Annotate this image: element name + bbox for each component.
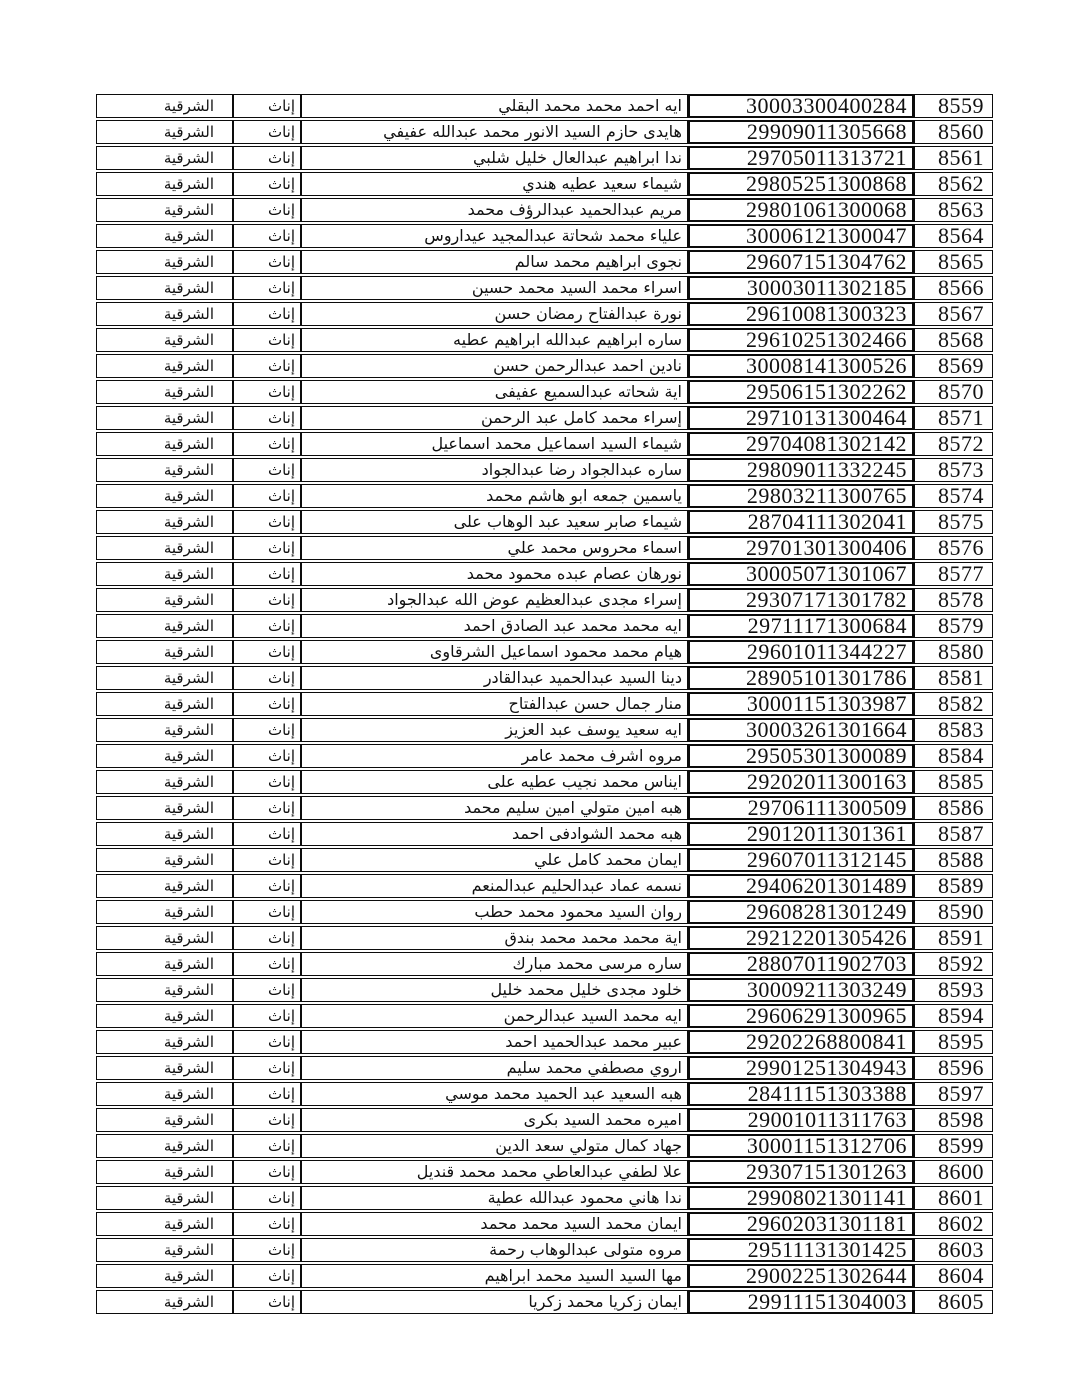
table-row: [96, 770, 993, 794]
national-id-cell: 29607151304762: [688, 250, 914, 274]
gender-cell: إناث: [233, 796, 301, 820]
name-cell: جهاد كمال متولي سعد الدين: [301, 1134, 688, 1158]
serial-cell: 8603: [914, 1238, 993, 1262]
governorate-cell: الشرقية: [96, 302, 233, 326]
national-id-cell: 29911151304003: [688, 1290, 914, 1314]
gender-cell: إناث: [233, 120, 301, 144]
governorate-cell: الشرقية: [96, 250, 233, 274]
table-row: [96, 744, 993, 768]
serial-cell: 8577: [914, 562, 993, 586]
governorate-cell: الشرقية: [96, 614, 233, 638]
serial-cell: 8592: [914, 952, 993, 976]
table-row: [96, 926, 993, 950]
national-id-cell: 28807011902703: [688, 952, 914, 976]
gender-cell: إناث: [233, 1056, 301, 1080]
name-cell: نورهان عصام عبده محمود محمد: [301, 562, 688, 586]
gender-cell: إناث: [233, 822, 301, 846]
governorate-cell: الشرقية: [96, 1264, 233, 1288]
serial-cell: 8569: [914, 354, 993, 378]
serial-cell: 8560: [914, 120, 993, 144]
national-id-cell: 29307151301263: [688, 1160, 914, 1184]
national-id-cell: 29001011311763: [688, 1108, 914, 1132]
national-id-cell: 29805251300868: [688, 172, 914, 196]
national-id-cell: 29801061300068: [688, 198, 914, 222]
gender-cell: إناث: [233, 562, 301, 586]
name-cell: ايه سعيد يوسف عبد العزيز: [301, 718, 688, 742]
name-cell: دينا السيد عبدالحميد عبدالقادر: [301, 666, 688, 690]
name-cell: ايمان محمد السيد محمد محمد: [301, 1212, 688, 1236]
governorate-cell: الشرقية: [96, 380, 233, 404]
governorate-cell: الشرقية: [96, 822, 233, 846]
table-row: [96, 1108, 993, 1132]
serial-cell: 8589: [914, 874, 993, 898]
governorate-cell: الشرقية: [96, 406, 233, 430]
governorate-cell: الشرقية: [96, 1238, 233, 1262]
table-row: [96, 614, 993, 638]
name-cell: إسراء محمد كامل عبد الرحمن: [301, 406, 688, 430]
name-cell: اروي مصطفي محمد سليم: [301, 1056, 688, 1080]
serial-cell: 8565: [914, 250, 993, 274]
governorate-cell: الشرقية: [96, 1290, 233, 1314]
table-row: [96, 406, 993, 430]
serial-cell: 8600: [914, 1160, 993, 1184]
roster-table-body: [96, 94, 993, 1314]
table-row: [96, 1186, 993, 1210]
governorate-cell: الشرقية: [96, 432, 233, 456]
serial-cell: 8598: [914, 1108, 993, 1132]
national-id-cell: 29511131301425: [688, 1238, 914, 1262]
name-cell: اميره محمد السيد بكرى: [301, 1108, 688, 1132]
gender-cell: إناث: [233, 614, 301, 638]
name-cell: ايه احمد محمد محمد البقلي: [301, 94, 688, 118]
name-cell: نادين احمد عبدالرحمن حسن: [301, 354, 688, 378]
serial-cell: 8573: [914, 458, 993, 482]
governorate-cell: الشرقية: [96, 1082, 233, 1106]
serial-cell: 8564: [914, 224, 993, 248]
governorate-cell: الشرقية: [96, 666, 233, 690]
name-cell: عبير محمد عبدالحميد احمد: [301, 1030, 688, 1054]
serial-cell: 8570: [914, 380, 993, 404]
gender-cell: إناث: [233, 926, 301, 950]
serial-cell: 8575: [914, 510, 993, 534]
table-row: [96, 432, 993, 456]
table-row: [96, 1056, 993, 1080]
name-cell: خلود مجدى خليل محمد خليل: [301, 978, 688, 1002]
national-id-cell: 29809011332245: [688, 458, 914, 482]
gender-cell: إناث: [233, 666, 301, 690]
name-cell: ايمان زكريا محمد زكريا: [301, 1290, 688, 1314]
governorate-cell: الشرقية: [96, 94, 233, 118]
gender-cell: إناث: [233, 1186, 301, 1210]
national-id-cell: 30001151303987: [688, 692, 914, 716]
gender-cell: إناث: [233, 1290, 301, 1314]
national-id-cell: 29610251302466: [688, 328, 914, 352]
table-row: [96, 640, 993, 664]
national-id-cell: 28411151303388: [688, 1082, 914, 1106]
table-row: [96, 302, 993, 326]
name-cell: ياسمين جمعه ابو هاشم محمد: [301, 484, 688, 508]
serial-cell: 8596: [914, 1056, 993, 1080]
gender-cell: إناث: [233, 1030, 301, 1054]
table-row: [96, 1134, 993, 1158]
name-cell: ساره مرسى محمد مبارك: [301, 952, 688, 976]
national-id-cell: 29608281301249: [688, 900, 914, 924]
table-row: [96, 588, 993, 612]
name-cell: مروه متولى عبدالوهاب رحمة: [301, 1238, 688, 1262]
national-id-cell: 29202268800841: [688, 1030, 914, 1054]
serial-cell: 8590: [914, 900, 993, 924]
serial-cell: 8601: [914, 1186, 993, 1210]
serial-cell: 8581: [914, 666, 993, 690]
name-cell: هبه السعيد عبد الحميد محمد موسي: [301, 1082, 688, 1106]
governorate-cell: الشرقية: [96, 978, 233, 1002]
gender-cell: إناث: [233, 354, 301, 378]
serial-cell: 8578: [914, 588, 993, 612]
national-id-cell: 29601011344227: [688, 640, 914, 664]
serial-cell: 8585: [914, 770, 993, 794]
governorate-cell: الشرقية: [96, 900, 233, 924]
serial-cell: 8595: [914, 1030, 993, 1054]
governorate-cell: الشرقية: [96, 770, 233, 794]
governorate-cell: الشرقية: [96, 1186, 233, 1210]
name-cell: مريم عبدالحميد عبدالرؤف محمد: [301, 198, 688, 222]
gender-cell: إناث: [233, 1082, 301, 1106]
governorate-cell: الشرقية: [96, 692, 233, 716]
serial-cell: 8583: [914, 718, 993, 742]
table-row: [96, 1264, 993, 1288]
gender-cell: إناث: [233, 250, 301, 274]
gender-cell: إناث: [233, 484, 301, 508]
serial-cell: 8591: [914, 926, 993, 950]
national-id-cell: 29002251302644: [688, 1264, 914, 1288]
name-cell: ايمان محمد كامل علي: [301, 848, 688, 872]
table-row: [96, 848, 993, 872]
name-cell: ايناس محمد نجيب عطيه على: [301, 770, 688, 794]
gender-cell: إناث: [233, 406, 301, 430]
table-row: [96, 536, 993, 560]
table-row: [96, 198, 993, 222]
governorate-cell: الشرقية: [96, 276, 233, 300]
name-cell: اية شحاته عبدالسميع عفيفى: [301, 380, 688, 404]
serial-cell: 8562: [914, 172, 993, 196]
governorate-cell: الشرقية: [96, 588, 233, 612]
national-id-cell: 29705011313721: [688, 146, 914, 170]
national-id-cell: 29602031301181: [688, 1212, 914, 1236]
governorate-cell: الشرقية: [96, 484, 233, 508]
national-id-cell: 29307171301782: [688, 588, 914, 612]
serial-cell: 8604: [914, 1264, 993, 1288]
table-row: [96, 328, 993, 352]
governorate-cell: الشرقية: [96, 1056, 233, 1080]
gender-cell: إناث: [233, 458, 301, 482]
governorate-cell: الشرقية: [96, 1134, 233, 1158]
gender-cell: إناث: [233, 328, 301, 352]
serial-cell: 8561: [914, 146, 993, 170]
governorate-cell: الشرقية: [96, 198, 233, 222]
governorate-cell: الشرقية: [96, 510, 233, 534]
national-id-cell: 29505301300089: [688, 744, 914, 768]
serial-cell: 8572: [914, 432, 993, 456]
table-row: [96, 224, 993, 248]
name-cell: اسراء محمد السيد محمد حسين: [301, 276, 688, 300]
governorate-cell: الشرقية: [96, 1160, 233, 1184]
table-row: [96, 146, 993, 170]
name-cell: مها السيد السيد محمد ابراهيم: [301, 1264, 688, 1288]
gender-cell: إناث: [233, 874, 301, 898]
national-id-cell: 29704081302142: [688, 432, 914, 456]
name-cell: اية محمد محمد محمد بندق: [301, 926, 688, 950]
table-row: [96, 718, 993, 742]
table-row: [96, 692, 993, 716]
gender-cell: إناث: [233, 718, 301, 742]
gender-cell: إناث: [233, 900, 301, 924]
gender-cell: إناث: [233, 1004, 301, 1028]
table-row: [96, 458, 993, 482]
table-row: [96, 666, 993, 690]
table-row: [96, 822, 993, 846]
gender-cell: إناث: [233, 94, 301, 118]
table-row: [96, 94, 993, 118]
name-cell: هايدى حازم السيد الانور محمد عبدالله عفيفي: [301, 120, 688, 144]
governorate-cell: الشرقية: [96, 926, 233, 950]
gender-cell: إناث: [233, 1134, 301, 1158]
name-cell: ايه محمد السيد عبدالرحمن: [301, 1004, 688, 1028]
governorate-cell: الشرقية: [96, 640, 233, 664]
table-row: [96, 952, 993, 976]
serial-cell: 8587: [914, 822, 993, 846]
name-cell: منار جمال حسن عبدالفتاح: [301, 692, 688, 716]
gender-cell: إناث: [233, 1160, 301, 1184]
name-cell: نجوى ابراهيم محمد سالم: [301, 250, 688, 274]
serial-cell: 8568: [914, 328, 993, 352]
governorate-cell: الشرقية: [96, 1212, 233, 1236]
governorate-cell: الشرقية: [96, 354, 233, 378]
national-id-cell: 28704111302041: [688, 510, 914, 534]
governorate-cell: الشرقية: [96, 172, 233, 196]
national-id-cell: 29202011300163: [688, 770, 914, 794]
gender-cell: إناث: [233, 1212, 301, 1236]
table-row: [96, 276, 993, 300]
serial-cell: 8579: [914, 614, 993, 638]
governorate-cell: الشرقية: [96, 146, 233, 170]
table-row: [96, 562, 993, 586]
governorate-cell: الشرقية: [96, 1004, 233, 1028]
table-row: [96, 380, 993, 404]
governorate-cell: الشرقية: [96, 562, 233, 586]
gender-cell: إناث: [233, 536, 301, 560]
table-row: [96, 120, 993, 144]
table-row: [96, 874, 993, 898]
gender-cell: إناث: [233, 640, 301, 664]
name-cell: علا لطفي عبدالعاطي محمد محمد قنديل: [301, 1160, 688, 1184]
table-row: [96, 796, 993, 820]
governorate-cell: الشرقية: [96, 224, 233, 248]
gender-cell: إناث: [233, 588, 301, 612]
national-id-cell: 30005071301067: [688, 562, 914, 586]
serial-cell: 8574: [914, 484, 993, 508]
national-id-cell: 29711171300684: [688, 614, 914, 638]
national-id-cell: 29909011305668: [688, 120, 914, 144]
gender-cell: إناث: [233, 770, 301, 794]
governorate-cell: الشرقية: [96, 796, 233, 820]
name-cell: روان السيد محمود محمد حطب: [301, 900, 688, 924]
national-id-cell: 29710131300464: [688, 406, 914, 430]
gender-cell: إناث: [233, 1238, 301, 1262]
name-cell: علياء محمد شحاتة عبدالمجيد عيداروس: [301, 224, 688, 248]
serial-cell: 8593: [914, 978, 993, 1002]
name-cell: هيام محمد محمود اسماعيل الشرقاوى: [301, 640, 688, 664]
governorate-cell: الشرقية: [96, 458, 233, 482]
national-id-cell: 29406201301489: [688, 874, 914, 898]
gender-cell: إناث: [233, 848, 301, 872]
governorate-cell: الشرقية: [96, 1030, 233, 1054]
serial-cell: 8576: [914, 536, 993, 560]
national-id-cell: 29606291300965: [688, 1004, 914, 1028]
gender-cell: إناث: [233, 1108, 301, 1132]
national-id-cell: 30008141300526: [688, 354, 914, 378]
serial-cell: 8571: [914, 406, 993, 430]
gender-cell: إناث: [233, 276, 301, 300]
gender-cell: إناث: [233, 510, 301, 534]
name-cell: نورة عبدالفتاح رمضان حسن: [301, 302, 688, 326]
name-cell: مروه اشرف محمد عامر: [301, 744, 688, 768]
governorate-cell: الشرقية: [96, 1108, 233, 1132]
gender-cell: إناث: [233, 952, 301, 976]
national-id-cell: 29610081300323: [688, 302, 914, 326]
serial-cell: 8597: [914, 1082, 993, 1106]
table-row: [96, 1082, 993, 1106]
national-id-cell: 30003011302185: [688, 276, 914, 300]
national-id-cell: 29212201305426: [688, 926, 914, 950]
serial-cell: 8567: [914, 302, 993, 326]
table-row: [96, 354, 993, 378]
name-cell: ايه محمد محمد عبد الصادق احمد: [301, 614, 688, 638]
name-cell: هبه امين متولي امين سليم محمد: [301, 796, 688, 820]
table-row: [96, 1212, 993, 1236]
serial-cell: 8605: [914, 1290, 993, 1314]
name-cell: إسراء مجدى عبدالعظيم عوض الله عبدالجواد: [301, 588, 688, 612]
governorate-cell: الشرقية: [96, 718, 233, 742]
gender-cell: إناث: [233, 302, 301, 326]
name-cell: هبه محمد الشوادفى احمد: [301, 822, 688, 846]
national-id-cell: 29908021301141: [688, 1186, 914, 1210]
table-row: [96, 900, 993, 924]
name-cell: شيماء سعيد عطيه هندي: [301, 172, 688, 196]
gender-cell: إناث: [233, 198, 301, 222]
serial-cell: 8594: [914, 1004, 993, 1028]
serial-cell: 8602: [914, 1212, 993, 1236]
governorate-cell: الشرقية: [96, 328, 233, 352]
serial-cell: 8599: [914, 1134, 993, 1158]
national-id-cell: 29012011301361: [688, 822, 914, 846]
table-row: [96, 510, 993, 534]
name-cell: شيماء السيد اسماعيل محمد اسماعيل: [301, 432, 688, 456]
national-id-cell: 30006121300047: [688, 224, 914, 248]
serial-cell: 8563: [914, 198, 993, 222]
gender-cell: إناث: [233, 172, 301, 196]
table-row: [96, 484, 993, 508]
table-row: [96, 250, 993, 274]
name-cell: ندا هاني محمود عبدالله عطية: [301, 1186, 688, 1210]
name-cell: ساره ابراهيم عبدالله ابراهيم عطيه: [301, 328, 688, 352]
name-cell: نسمه عماد عبدالحليم عبدالمنعم: [301, 874, 688, 898]
serial-cell: 8588: [914, 848, 993, 872]
gender-cell: إناث: [233, 744, 301, 768]
table-row: [96, 172, 993, 196]
name-cell: ساره عبدالجواد رضا عبدالجواد: [301, 458, 688, 482]
name-cell: اسماء محروس محمد علي: [301, 536, 688, 560]
name-cell: شيماء صابر سعيد عبد الوهاب على: [301, 510, 688, 534]
name-cell: ندا ابراهيم عبدالعال خليل شلبي: [301, 146, 688, 170]
governorate-cell: الشرقية: [96, 848, 233, 872]
national-id-cell: 29803211300765: [688, 484, 914, 508]
gender-cell: إناث: [233, 692, 301, 716]
governorate-cell: الشرقية: [96, 120, 233, 144]
table-row: [96, 1030, 993, 1054]
national-id-cell: 30003261301664: [688, 718, 914, 742]
national-id-cell: 28905101301786: [688, 666, 914, 690]
governorate-cell: الشرقية: [96, 874, 233, 898]
governorate-cell: الشرقية: [96, 952, 233, 976]
serial-cell: 8566: [914, 276, 993, 300]
gender-cell: إناث: [233, 1264, 301, 1288]
gender-cell: إناث: [233, 224, 301, 248]
serial-cell: 8584: [914, 744, 993, 768]
national-id-cell: 29506151302262: [688, 380, 914, 404]
gender-cell: إناث: [233, 146, 301, 170]
national-id-cell: 30001151312706: [688, 1134, 914, 1158]
serial-cell: 8559: [914, 94, 993, 118]
national-id-cell: 29706111300509: [688, 796, 914, 820]
national-id-cell: 29901251304943: [688, 1056, 914, 1080]
serial-cell: 8586: [914, 796, 993, 820]
gender-cell: إناث: [233, 432, 301, 456]
gender-cell: إناث: [233, 978, 301, 1002]
table-row: [96, 1160, 993, 1184]
table-row: [96, 1238, 993, 1262]
table-row: [96, 1290, 993, 1314]
serial-cell: 8582: [914, 692, 993, 716]
table-row: [96, 1004, 993, 1028]
roster-table: [96, 92, 993, 1316]
gender-cell: إناث: [233, 380, 301, 404]
governorate-cell: الشرقية: [96, 744, 233, 768]
national-id-cell: 30003300400284: [688, 94, 914, 118]
serial-cell: 8580: [914, 640, 993, 664]
national-id-cell: 29701301300406: [688, 536, 914, 560]
table-row: [96, 978, 993, 1002]
national-id-cell: 29607011312145: [688, 848, 914, 872]
governorate-cell: الشرقية: [96, 536, 233, 560]
national-id-cell: 30009211303249: [688, 978, 914, 1002]
